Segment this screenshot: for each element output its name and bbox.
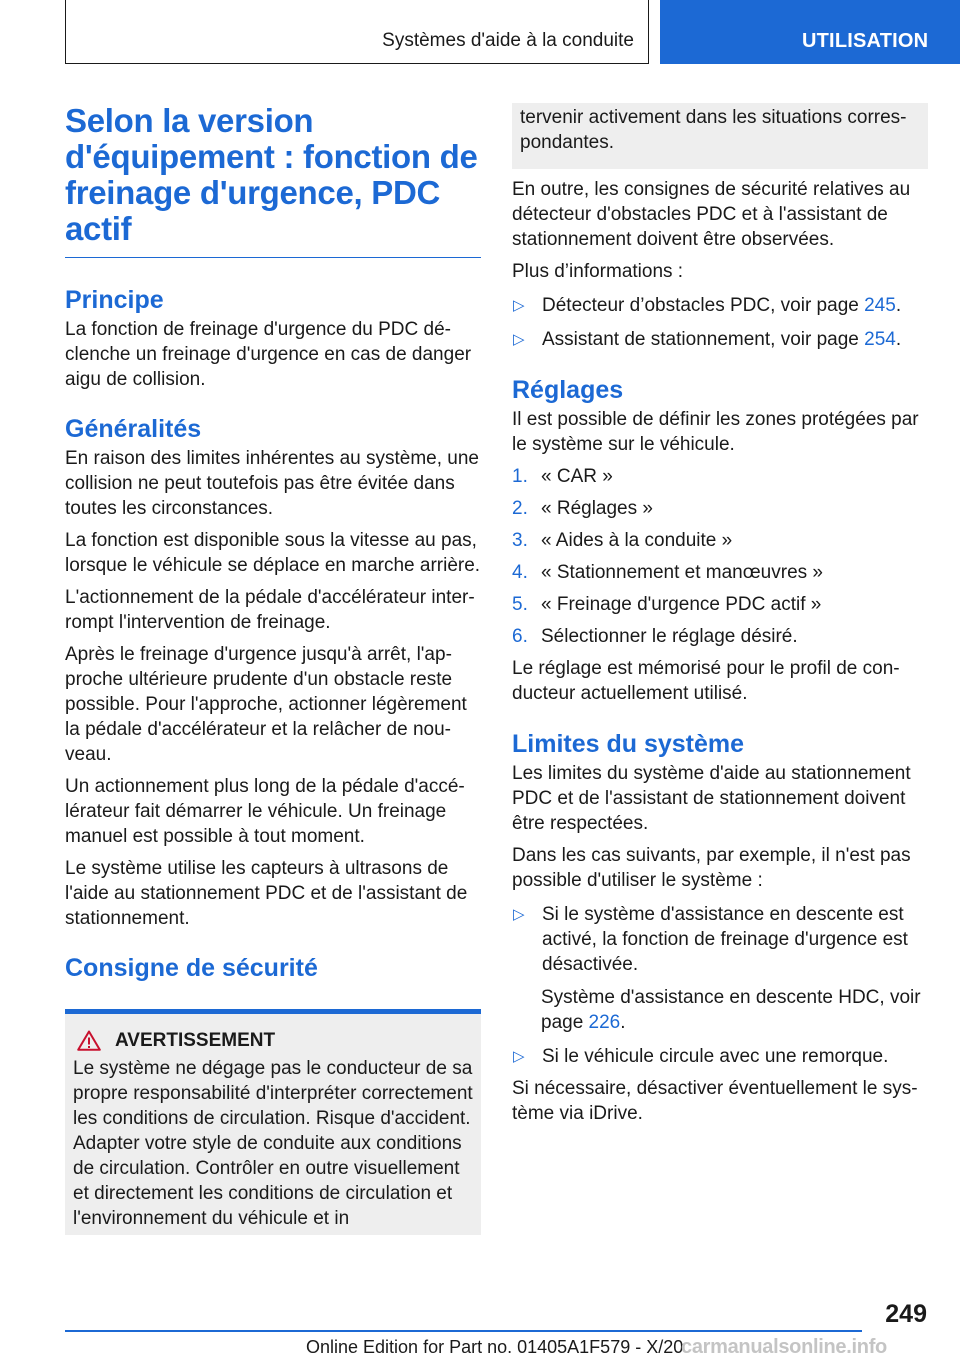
page-link-245[interactable]: 245 <box>864 295 896 316</box>
generalites-para-3: L'actionnement de la pédale d'accélérateur interrompt l'intervention de freinage. <box>65 587 475 633</box>
page-title: Selon la version d'équipement : fonction de freinage d'urgence, PDC actif <box>65 103 481 258</box>
generalites-para-6: Le système utilise les capteurs à ultrasons de l'aide au stationnement PDC et de l'assistant de stationnement. <box>65 858 468 929</box>
section-title: Systèmes d'aide à la conduite <box>382 30 634 51</box>
right-column <box>512 103 928 1126</box>
list-item-text: Assistant de stationnement, voir page 254. <box>542 329 902 350</box>
cases-list <box>512 902 928 977</box>
warning-continued-box <box>512 103 928 169</box>
case1-subtext: Système d'assistance en descente HDC, voir page 226. <box>541 987 921 1033</box>
heading-safety: Consigne de sécurité <box>65 954 318 982</box>
cases-intro: Dans les cas suivants, par exemple, il n'est pas possible d'utiliser le système : <box>512 845 911 891</box>
warning-text: Le système ne dégage pas le conducteur de sa propre responsabilité d'interpréter correctement les conditions de circulation. Risque d'accident. Adapter votre style de conduite aux conditions de circulation. Contrôler en outre visuellement et directement les conditions de circulation et l'environnement du véhicule et in <box>73 1058 473 1229</box>
warning-header <box>73 1028 473 1053</box>
triangle-bullet-icon: ▷ <box>513 906 525 923</box>
heading-limites: Limites du système <box>512 730 745 758</box>
more-info-label: Plus d’informations : <box>512 261 684 282</box>
page-link-226[interactable]: 226 <box>588 1012 621 1033</box>
principe-text: La fonction de freinage d'urgence du PDC déclenche un freinage d'urgence en cas de danger aigu de collision. <box>65 319 472 390</box>
list-item <box>512 1044 928 1069</box>
final-text: Si nécessaire, désactiver éventuellement le système via iDrive. <box>512 1078 918 1124</box>
warning-triangle-icon <box>77 1030 101 1051</box>
limites-text: Les limites du système d'aide au stationnement PDC et de l'assistant de stationnement doivent être respectées. <box>512 763 911 834</box>
warning-continued-text: tervenir activement dans les situations correspondantes. <box>520 107 907 153</box>
step-item: 3. « Aides à la conduite » <box>512 530 733 551</box>
warning-label: AVERTISSEMENT <box>115 1030 276 1051</box>
list-item <box>512 902 928 977</box>
reglages-text: Il est possible de définir les zones protégées par le système sur le véhicule. <box>512 409 919 455</box>
page-link-254[interactable]: 254 <box>864 329 896 350</box>
list-item <box>512 293 928 318</box>
page-number: 249 <box>885 1300 927 1328</box>
step-item: 6. Sélectionner le réglage désiré. <box>512 626 798 647</box>
heading-reglages: Réglages <box>512 376 624 404</box>
chapter-tab-label: UTILISATION <box>802 30 929 52</box>
list-item-text: Si le véhicule circule avec une remorque. <box>542 1046 889 1067</box>
cases-list-2 <box>512 1044 928 1069</box>
step-item: 2. « Réglages » <box>512 498 653 519</box>
generalites-para-2: La fonction est disponible sous la vitesse au pas, lorsque le véhicule se déplace en marche arrière. <box>65 530 481 576</box>
generalites-para-4: Après le freinage d'urgence jusqu'à arrêt, l'approche ultérieure prudente d'un obstacle reste possible. Pour l'approche, actionner légèrement la pédale d'accélérateur et la relâcher de nouveau. <box>65 644 467 765</box>
triangle-bullet-icon: ▷ <box>513 297 525 314</box>
list-item-text: Si le système d'assistance en descente est activé, la fonction de freinage d'urgence est désactivée. <box>542 904 908 975</box>
generalites-para-5: Un actionnement plus long de la pédale d'accélérateur fait démarrer le véhicule. Un freinage manuel est possible à tout moment. <box>65 776 465 847</box>
step-item: 5. « Freinage d'urgence PDC actif » <box>512 594 822 615</box>
triangle-bullet-icon: ▷ <box>513 1048 525 1065</box>
edition-text: Online Edition for Part no. 01405A1F579 - X/20 <box>306 1337 684 1357</box>
list-item-text: Détecteur d’obstacles PDC, voir page 245. <box>542 295 902 316</box>
triangle-bullet-icon: ▷ <box>513 331 525 348</box>
warning-box <box>65 1009 481 1235</box>
chapter-tab[interactable] <box>660 0 960 64</box>
heading-generalites: Généralités <box>65 415 202 443</box>
heading-principe: Principe <box>65 286 164 314</box>
step-item: 4. « Stationnement et manœuvres » <box>512 562 823 583</box>
watermark: carmanualsonline.info <box>681 1336 887 1358</box>
list-item <box>512 327 928 352</box>
footer-divider <box>65 1330 862 1332</box>
reglages-steps <box>512 464 928 649</box>
step-item: 1. « CAR » <box>512 466 613 487</box>
safety-paragraph: En outre, les consignes de sécurité relatives au détecteur d'obstacles PDC et à l'assistant de stationnement doivent être observées. <box>512 179 911 250</box>
more-info-list <box>512 293 928 352</box>
left-column <box>65 103 481 1235</box>
generalites-para-1: En raison des limites inhérentes au système, une collision ne peut toutefois pas être évitée dans toutes les circonstances. <box>65 448 479 519</box>
reglages-note: Le réglage est mémorisé pour le profil de conducteur actuellement utilisé. <box>512 658 900 704</box>
header-section-box <box>65 0 649 64</box>
